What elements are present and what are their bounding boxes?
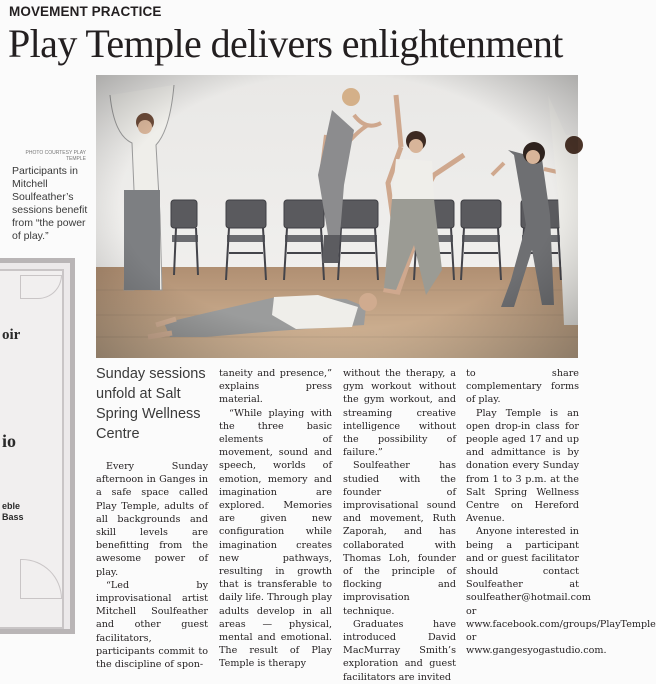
paragraph: Graduates have introduced David MacMurray Smith’s exploration and guest facilitators are invited [343,618,456,683]
article-photo [96,75,578,358]
sidebar-ad [0,258,75,634]
kicker: MOVEMENT PRACTICE [9,4,162,19]
paragraph: taneity and presence,” explains press material. [219,368,332,406]
article-column-1 [96,460,208,671]
photo-credit: PHOTO COURTESY PLAY TEMPLE [25,150,86,162]
paragraph: Anyone interested in being a participant and or guest facilitator should contact Soulfeather at soulfeather@hotmail.com or www.facebook.com/groups/PlayTemple or www.gangesyogastudio.com. [466,526,656,657]
paragraph: “While playing with the three basic elements of movement, sound and speech, worlds of emotion, memory and imagination are explored. Memories are given new configuration while imagination creates new pathways, resulting in growth that is transferable to daily life. Through play adults develop in all areas — physical, mental and emotional. The result of Play Temple is therapy [219,407,332,670]
article-column-3 [343,367,456,684]
paragraph: Play Temple is an open drop-in class for people aged 17 and up and admittance is by donation every Sunday from 1 to 3 p.m. at the Salt Spring Wellness Centre on Hereford Avenue. [466,407,579,525]
paragraph: “Led by improvisational artist Mitchell Soulfeather and other guest facilitators, participants commit to the discipline of spon- [96,579,208,671]
headline: Play Temple delivers enlightenment [8,21,563,66]
paragraph: Soulfeather has studied with the founder of improvisational sound and movement, Ruth Zaporah, and has collaborated with Thomas Loh, founder of the principle of flocking and improvisation technique. [343,460,456,617]
paragraph: to share complementary forms of play. [466,368,579,406]
photo-caption: Participants in Mitchell Soulfeather’s sessions benefit from “the power of play.” [12,165,88,242]
dancers-photo [96,75,578,358]
ad-fragment: io [2,431,17,451]
deck: Sunday sessions unfold at Salt Spring Wellness Centre [96,366,206,442]
paragraph: Every Sunday afternoon in Ganges in a safe space called Play Temple, adults of all backgrounds and skill levels are benefitting from the awesome power of play. [96,461,208,578]
ad-fragment: oir [2,327,21,343]
article-column-4 [466,367,656,657]
paragraph: without the therapy, a gym workout without the gym workout, and streaming creative intelligence without the possibility of failure.” [343,368,456,459]
ad-fragment: eble Bass [2,501,24,522]
article-column-2 [219,367,332,671]
